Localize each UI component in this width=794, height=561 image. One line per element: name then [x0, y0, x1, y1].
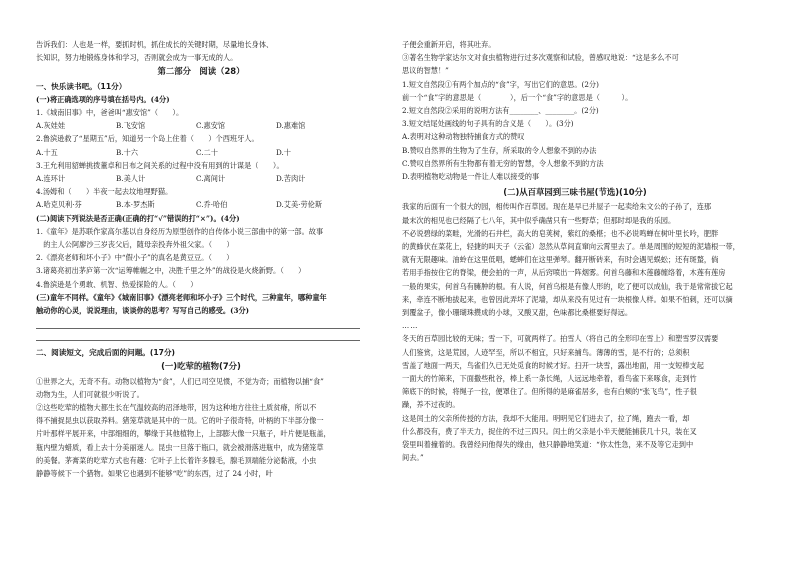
question-1-options: [36, 119, 366, 132]
option[interactable]: B.飞安馆: [116, 121, 146, 131]
article-line: 瓶内壁为蜡质，看上去十分美丽迷人。昆虫一旦落于瓶口，就会被滑落进瓶中，成为猪笼草: [36, 442, 324, 452]
option[interactable]: B.美人计: [116, 174, 146, 184]
article-line: 冬天的百草园比较的无味；雪一下，可就两样了。拍雪人（将自己的全形印在雪上）和塑雪罗汉需要: [402, 334, 719, 344]
article-line: 子便会重新开启，将其吐弃。: [402, 40, 496, 49]
intro-line: 长知识，努力地锻炼身体和学习，否则就会成为一事无成的人。: [36, 53, 238, 63]
option[interactable]: A.灰娃娃: [36, 121, 66, 131]
question-2-options: [36, 146, 366, 159]
article-line: 得不捕捉昆虫以获取养料。猪笼草就是其中的一员。它的叶子很奇特，叶柄的下半部分像一: [36, 416, 324, 426]
question-4-options: [36, 198, 366, 211]
option[interactable]: A.表明对这种动物独特捕食方式的赞叹: [402, 132, 525, 142]
option[interactable]: A.连环计: [36, 174, 66, 184]
true-false-item: 3.诸葛亮初出茅庐第一次“运筹帷幄之中，决胜千里之外”的战役是火烧新野。（ ）: [36, 266, 306, 276]
true-false-item: 2.《漂亮老师和坏小子》中“假小子”的真名是黄豆豆。（ ）: [36, 253, 234, 263]
article-line: 思议的智慧！”: [402, 66, 449, 76]
intro-line: 告诉我们：人也是一样，要抓时机，抓住成长的关键时期，尽量地长身体、: [36, 40, 274, 49]
true-false-item: 1.《童年》是苏联作家高尔基以自身经历为原型创作的自传体小说三部曲中的第一部。故事: [36, 226, 324, 236]
option[interactable]: D.苦肉计: [276, 174, 306, 184]
article-line: 一般的果实，何首乌有臃肿的根。有人说，何首乌根是有像人形的，吃了便可以成仙，我于是常常拔它起: [402, 281, 733, 291]
section-1-sub2: (二)阅读下列说法是否正确(正确的打“√”错误的打“×”)。(4分): [36, 213, 240, 223]
article-line: 雪盖了地面一两天，鸟雀们久已无处觅食的时候才好。扫开一块雪，露出地面，用一支短棒支起: [402, 360, 704, 370]
article-line: 的美餐。茅膏菜的吃荤方式也有趣：它叶子上长着许多腺毛，腺毛顶端能分泌黏液，小虫: [36, 455, 317, 465]
article-line: 动物为生，人们可就很少听说了。: [36, 389, 144, 399]
question-2: 2.鲁滨逊救了“星期五”后，知道另一个岛上住着（ ）个西班牙人。: [36, 134, 259, 144]
part-title: 第二部分 阅读（28）: [157, 66, 245, 77]
option[interactable]: C.乔·哈伯: [196, 200, 228, 210]
left-column: [36, 38, 366, 480]
section-2-title: 二、阅读短文，完成后面的问题。(17分): [36, 348, 176, 358]
answer-line[interactable]: [36, 317, 360, 329]
article-line: 来，牵连不断地拔起来，也曾因此弄坏了泥墙，却从来没有见过有一块根像人样。如果不怕刺，还可以摘: [402, 294, 733, 304]
section-1-sub3-cont: 触动你的心灵，说说理由，谈谈你的思考？写写自己的感受。(3分): [36, 306, 250, 316]
article-2-title: (二)从百草园到三味书屋(节选)(10分): [503, 187, 647, 198]
true-false-item: 4.鲁滨逊是个勇敢、机智、热爱探险的人。（ ）: [36, 279, 198, 289]
section-1-sub3: (三)童年不同样。《童年》《城南旧事》《漂亮老师和坏小子》三个时代，三种童年，哪种童年: [36, 292, 327, 302]
article-line: 袋里叫着撞着的。我曾经问他得失的缘由，他只静静地笑道：“你太性急，来不及等它走到中: [402, 440, 694, 450]
question-3: 3.王允利用貂蝉挑拨董卓和吕布之间关系的过程中没有用到的计谋是（ ）。: [36, 160, 284, 170]
article-line: ①世界之大，无奇不有。动物以植物为“食”，人们已司空见惯，不觉为奇；而植物以捕“食”: [36, 376, 324, 386]
article-line: 静静等候下一个猎物。如果它也遇到不能够“吃”的东西，过了 24 小时，叶: [36, 469, 273, 479]
option[interactable]: B.本·罗杰斯: [116, 200, 155, 210]
option[interactable]: B.十六: [116, 147, 138, 157]
reading-question: 3.短文结尾处画线的句子具有的含义是（ ）。(3分): [402, 119, 574, 129]
section-1-sub1: (一)将正确选项的序号填在括号内。(4分): [36, 94, 170, 104]
option[interactable]: C.二十: [196, 147, 218, 157]
true-false-item: 的主人公阿廖沙三岁丧父后，随母亲投奔外祖父家。（ ）: [36, 240, 234, 250]
answer-line[interactable]: [36, 329, 360, 341]
article-line: 人们鉴赏，这是荒园，人迹罕至，所以不相宜，只好来捕鸟。薄薄的雪，是不行的；总须积: [402, 347, 690, 357]
option[interactable]: B.赞叹自然界的生物为了生存，所采取的令人想象不到的办法: [402, 145, 597, 155]
article-line: 这是闰土的父亲所传授的方法，我却不大能用。明明见它们进去了，拉了绳，跑去一看，却: [402, 413, 690, 423]
question-3-options: [36, 172, 366, 185]
article-line: ②这些吃荤的植物大都生长在气温较高的沼泽地带，因为这种地方往往土质贫瘠，所以不: [36, 403, 317, 413]
option[interactable]: D.表明植物吃动物是一件让人难以接受的事: [402, 172, 540, 182]
right-column: [402, 38, 748, 465]
section-1-title: 一、快乐读书吧。（11分）: [36, 81, 127, 91]
article-line: 间去。”: [402, 453, 424, 463]
option[interactable]: D.十: [276, 147, 291, 157]
article-line: 筛底下的时候，将绳子一拉，便罩住了。但所得的是麻雀居多，也有白颊的“张飞鸟”，性子很: [402, 387, 697, 397]
article-line: 到覆盆子，像小珊瑚珠攒成的小球，又酸又甜，色味都比桑椹要好得远。: [402, 308, 633, 318]
reading-question: 前一个“食”字的意思是（ ），后一个“食”字的意思是（ ）。: [402, 92, 633, 102]
reading-question: 2.短文自然段②采用的说明方法有________、________。(2分): [402, 106, 599, 116]
question-1: 1.《城南旧事》中，爸爸叫“惠安馆”（ ）。: [36, 108, 184, 118]
article-line: 躁，养不过夜的。: [402, 400, 460, 410]
question-4: 4.汤姆和（ ）半夜一起去坟地埋野猫。: [36, 187, 173, 197]
article-line: 一面大的竹筛来，下面撒些秕谷，棒上系一条长绳，人远远地牵着，看鸟雀下来啄食，走到竹: [402, 374, 697, 384]
reading-question: 1.短文自然段①有两个加点的“食”字，写出它们的意思。(2分): [402, 79, 599, 89]
article-line: 最末次的相见也已经隔了七八年，其中似乎确凿只有一些野草；但那时却是我的乐园。: [402, 215, 676, 225]
article-line: 不必说碧绿的菜畦，光滑的石井栏，高大的皂荚树，紫红的桑椹；也不必说鸣蝉在树叶里长吟，肥胖: [402, 228, 719, 238]
article-line: 就有无限趣味。油蛉在这里低唱，蟋蟀们在这里弹琴。翻开断砖来，有时会遇见蜈蚣；还有斑蝥，倘: [402, 255, 719, 265]
option[interactable]: C.赞叹自然界所有生物都有着无穷的智慧，令人想象不到的方法: [402, 158, 604, 168]
option[interactable]: C.离间计: [196, 174, 226, 184]
option[interactable]: D.惠难馆: [276, 121, 306, 131]
ellipsis: ……: [402, 321, 419, 331]
option[interactable]: A.十五: [36, 147, 58, 157]
option[interactable]: A.哈克贝利·芬: [36, 200, 82, 210]
article-line: 的黄蜂伏在菜花上，轻捷的叫天子（云雀）忽然从草间直窜向云霄里去了。单是周围的短短的泥墙根一带，: [402, 242, 740, 252]
option[interactable]: C.惠安馆: [196, 121, 226, 131]
article-line: 若用手指按住它的脊梁，便会拍的一声，从后窍喷出一阵烟雾。何首乌藤和木莲藤缠络着，木莲有莲房: [402, 268, 726, 278]
article-line: ③著名生物学家达尔文对食虫植物进行过多次观察和试验，曾感叹地说：“这是多么不可: [402, 53, 679, 63]
article-1-title: (一)吃荤的植物(7分): [161, 361, 241, 372]
option[interactable]: D.艾美·劳伦斯: [276, 200, 323, 210]
article-line: 片叶那样平展开来，中部细细的，攀缘于其他植物上，上部膨大像一只瓶子，叶片便是瓶盖，: [36, 429, 331, 439]
article-line: 什么都没有，费了半天力，捉住的不过三四只。闰土的父亲是小半天便能捕获几十只，装在叉: [402, 426, 697, 436]
article-line: 我家的后面有一个很大的园，相传叫作百草园。现在是早已并屋子一起卖给朱文公的子孙了，连那: [402, 202, 712, 212]
